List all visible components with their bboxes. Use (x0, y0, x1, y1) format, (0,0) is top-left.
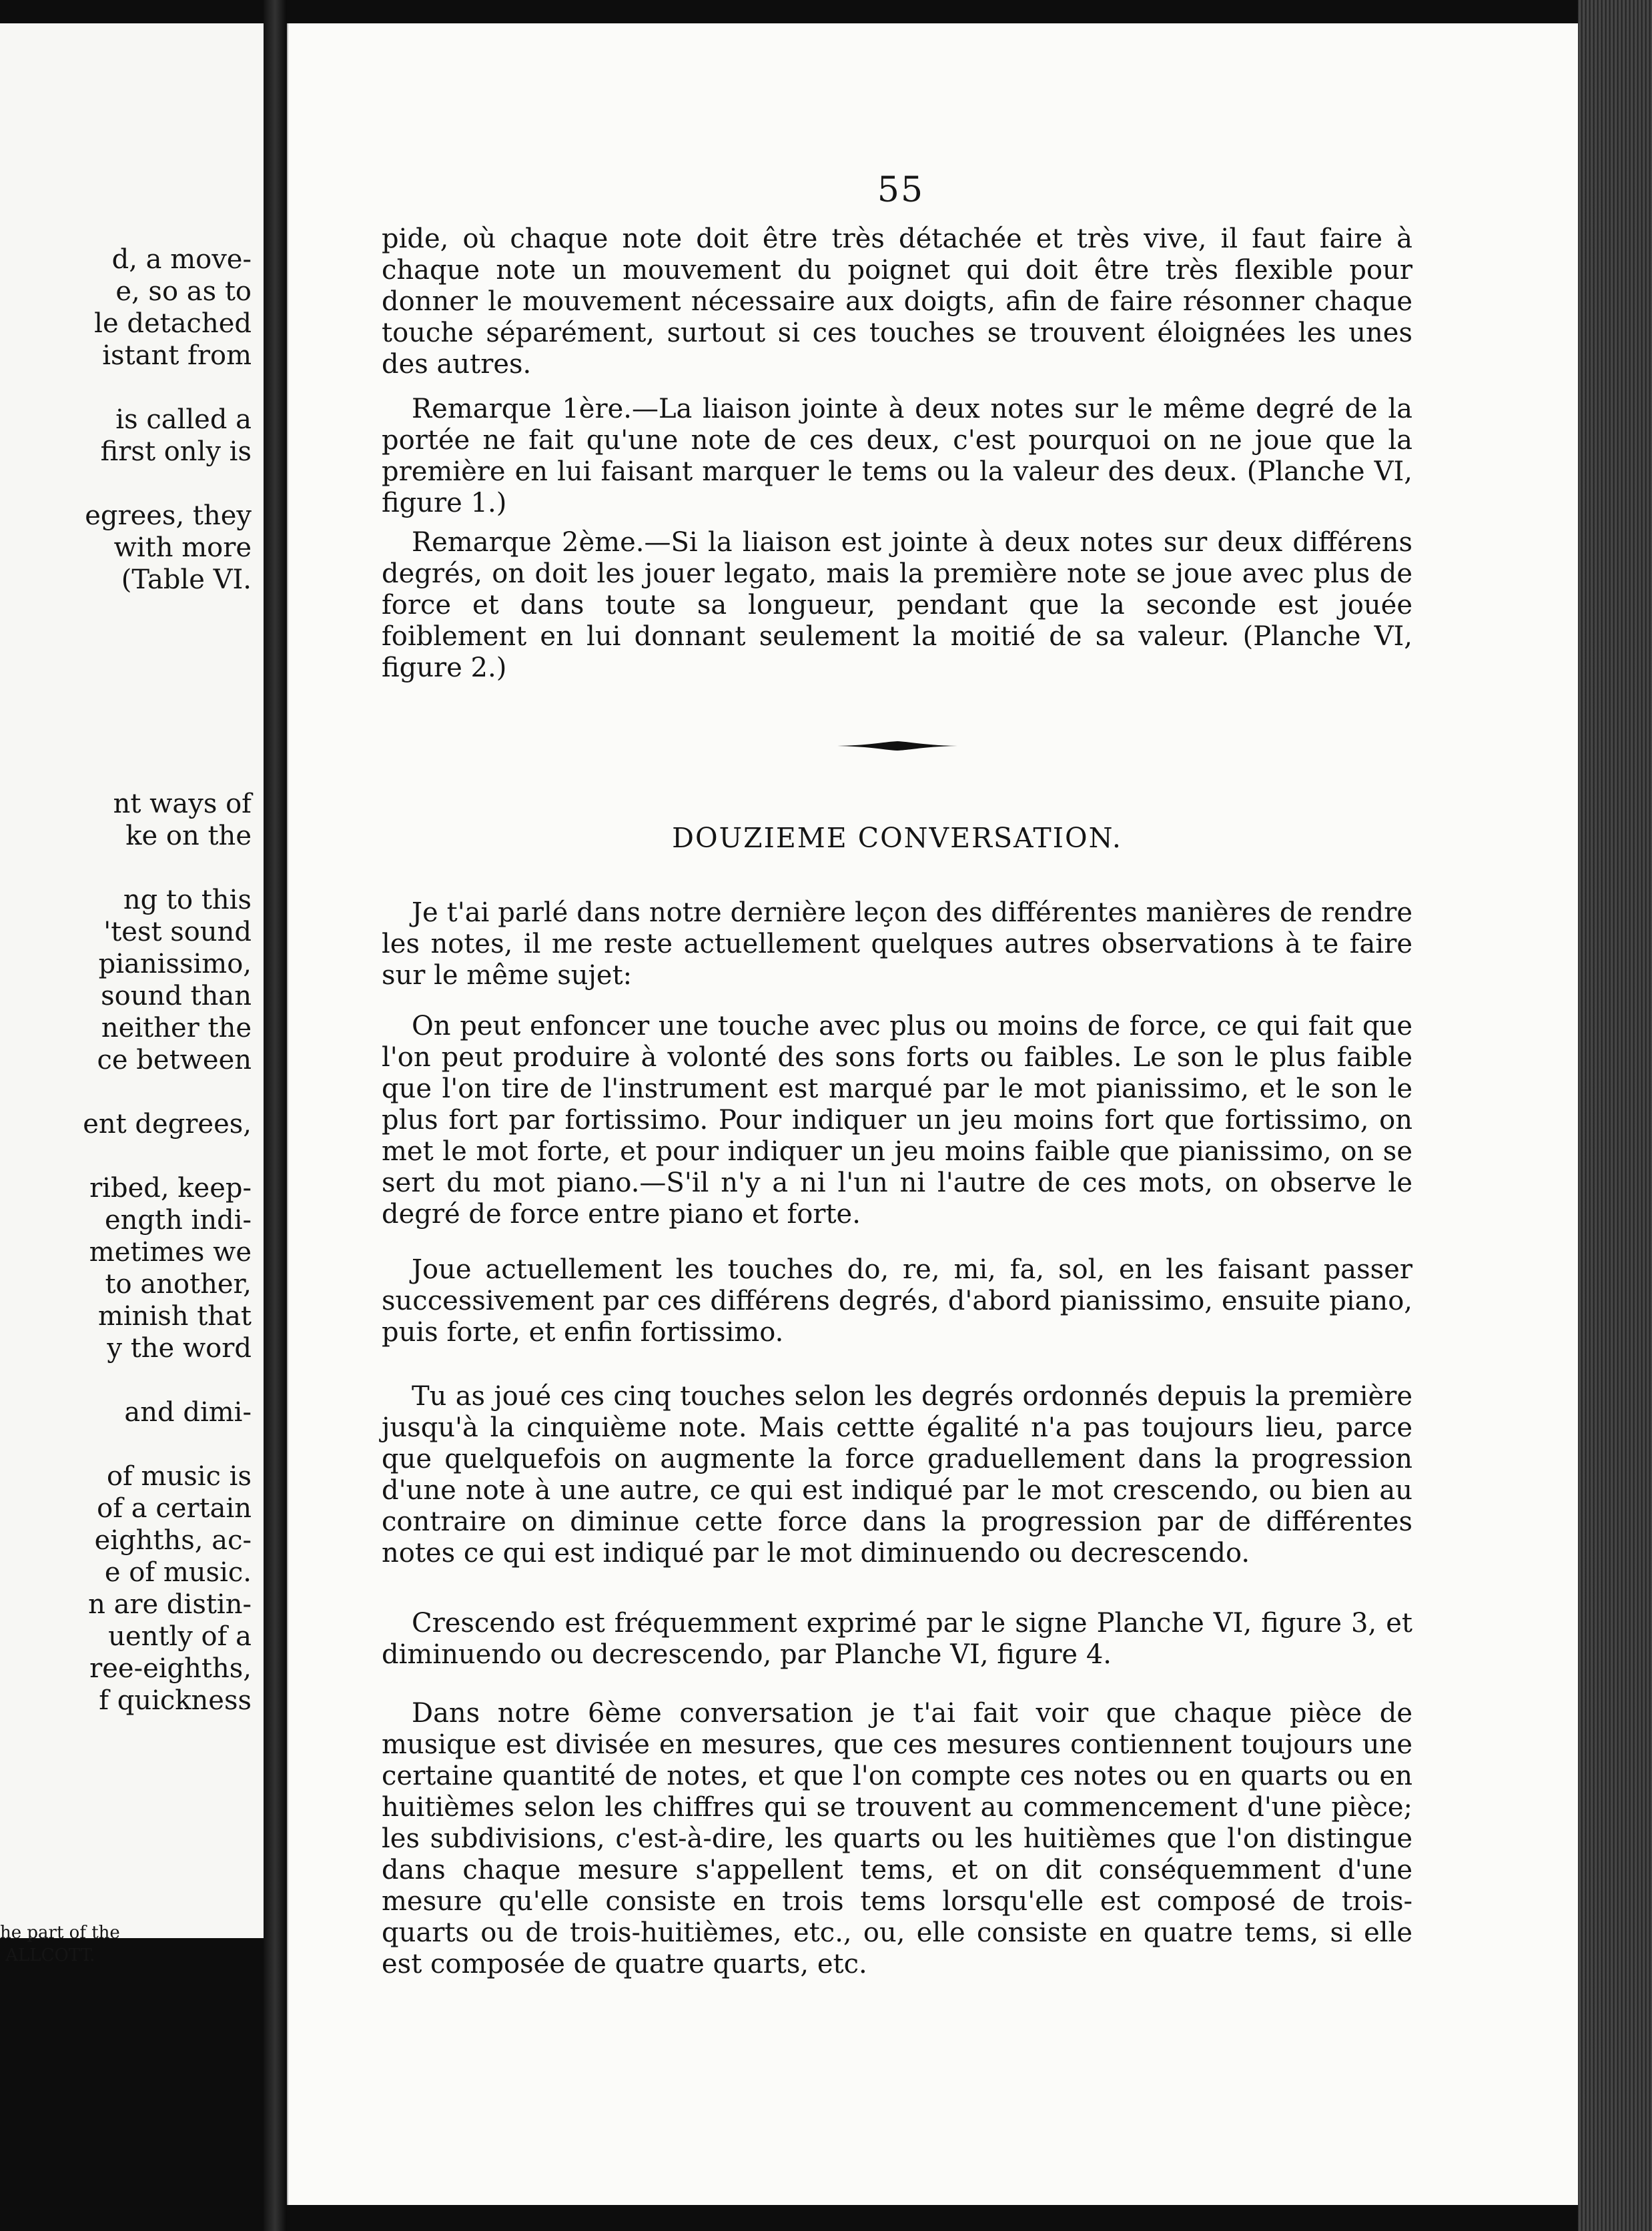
book-gutter (264, 0, 287, 2231)
left-page-line: sound than (101, 981, 252, 1011)
left-page-line: ree-eighths, (89, 1653, 252, 1684)
page-edges (1578, 0, 1652, 2231)
left-page-line: nt ways of (113, 789, 252, 819)
paragraph-force: On peut enfoncer une touche avec plus ou moins de force, ce qui fait que l'on peut produire à volonté des sons forts ou faibles. Le son le plus faible que l'on tire de l'instrument est marqué par le mot pianissimo, et le son le plus fort par fortissimo. Pour indiquer un jeu moins fort que fortissimo, on met le mot forte, et pour indiquer un jeu moins faible que pianissimo, on se sert du mot piano.—S'il n'y a ni l'un ni l'autre de ces mots, on observe le degré de force entre piano et forte. (382, 1011, 1412, 1230)
left-page-line: pianissimo, (98, 949, 252, 979)
left-page-line: is called a (115, 404, 252, 435)
left-page-text (0, 244, 252, 1717)
left-page-line: and dimi- (124, 1397, 252, 1428)
chapter-heading: DOUZIEME CONVERSATION. (672, 822, 1122, 854)
left-page-line: (Table VI. (121, 564, 252, 595)
left-page-line (0, 628, 252, 660)
left-page-line (0, 1140, 252, 1172)
left-page-line: uently of a (108, 1621, 252, 1652)
left-page-line (0, 660, 252, 692)
left-page-line: ng to this (123, 885, 252, 915)
left-page-line (0, 756, 252, 788)
left-page-line (0, 724, 252, 756)
left-page-line: of music is (106, 1461, 252, 1492)
left-page-line: istant from (102, 340, 252, 371)
section-divider-ornament (837, 739, 957, 753)
left-page-line (0, 468, 252, 500)
left-page-line (0, 1428, 252, 1460)
left-page-line: e of music. (104, 1557, 252, 1588)
left-page-line: ce between (97, 1045, 252, 1075)
left-page-line: f quickness (99, 1685, 252, 1716)
paragraph-intro: Je t'ai parlé dans notre dernière leçon des différentes manières de rendre les notes, il me reste actuellement quelques autres observations à te faire sur le même sujet: (382, 897, 1412, 991)
paragraph-measures: Dans notre 6ème conversation je t'ai fait voir que chaque pièce de musique est divisée en mesures, que ces mesures contiennent toujours une certaine quantité de notes, et que l'on compte ces notes ou en quarts ou en huitièmes selon les chiffres qui se trouvent au commencement d'une pièce; les subdivisions, c'est-à-dire, les quarts ou les huitièmes que l'on distingue dans chaque mesure s'appellent tems, et on dit conséquemment d'une mesure qu'elle consiste en trois tems lorsqu'elle est composé de trois-quarts ou de trois-huitièmes, etc., ou, elle consiste en quatre tems, si elle est composée de quatre quarts, etc. (382, 1698, 1412, 1979)
left-page-line: ength indi- (104, 1205, 252, 1236)
left-facing-page (0, 23, 268, 1965)
left-page-footnote: he part of the ALLCOTT. (0, 1923, 120, 1965)
left-page-line (0, 372, 252, 404)
left-page-line (0, 692, 252, 724)
paragraph-signs: Crescendo est fréquemment exprimé par le signe Planche VI, figure 3, et diminuendo ou decrescendo, par Planche VI, figure 4. (382, 1608, 1412, 1670)
left-page-line (0, 852, 252, 884)
page-number: 55 (877, 170, 925, 210)
left-page-line: 'test sound (103, 917, 252, 947)
paragraph-crescendo: Tu as joué ces cinq touches selon les degrés ordonnés depuis la première jusqu'à la cinquième note. Mais cettte égalité n'a pas toujours lieu, parce que quelquefois on augmente la force graduellement dans la progression d'une note à une autre, ce qui est indiqué par le mot crescendo, ou bien au contraire on diminue cette force dans la progression par de différentes notes ce qui est indiqué par le mot diminuendo ou decrescendo. (382, 1381, 1412, 1569)
left-page-line (0, 596, 252, 628)
left-page-line: d, a move- (111, 244, 252, 275)
left-page-line: metimes we (89, 1237, 252, 1268)
left-page-line (0, 1364, 252, 1396)
paragraph-continuation: pide, où chaque note doit être très détachée et très vive, il faut faire à chaque note un mouvement du poignet qui doit être très flexible pour donner le mouvement nécessaire aux doigts, afin de faire résonner chaque touche séparément, surtout si ces touches se trouvent éloignées les unes des autres. (382, 224, 1412, 380)
left-page-line: to another, (105, 1269, 252, 1300)
left-page-line: y the word (107, 1333, 252, 1364)
left-page-line: egrees, they (85, 500, 252, 531)
left-page-line: of a certain (97, 1493, 252, 1524)
left-page-line: with more (113, 532, 252, 563)
left-page-line: ke on the (125, 821, 252, 851)
left-page-line: le detached (94, 308, 252, 339)
left-page-line: neither the (101, 1013, 252, 1043)
paragraph-exercise: Joue actuellement les touches do, re, mi, fa, sol, en les faisant passer successivement par ces différens degrés, d'abord pianissimo, ensuite piano, puis forte, et enfin fortissimo. (382, 1254, 1412, 1348)
paragraph-remarque-1: Remarque 1ère.—La liaison jointe à deux notes sur le même degré de la portée ne fait qu'une note de ces deux, c'est pourquoi on ne joue que la première en lui faisant marquer le tems ou la valeur des deux. (Planche VI, figure 1.) (382, 394, 1412, 518)
paragraph-remarque-2: Remarque 2ème.—Si la liaison est jointe à deux notes sur deux différens degrés, on doit les jouer legato, mais la première note se joue avec plus de force et dans toute sa longueur, pendant que la seconde est jouée foiblement en lui donnant seulement la moitié de sa valeur. (Planche VI, figure 2.) (382, 527, 1412, 683)
left-page-line: ribed, keep- (89, 1173, 252, 1204)
left-page-line: n are distin- (88, 1589, 252, 1620)
left-page-line: minish that (97, 1301, 252, 1332)
left-page-line: ent degrees, (83, 1109, 252, 1140)
left-page-line: first only is (100, 436, 252, 467)
left-page-line: eighths, ac- (94, 1525, 252, 1556)
left-page-line: e, so as to (115, 276, 252, 307)
left-page-line (0, 1076, 252, 1108)
